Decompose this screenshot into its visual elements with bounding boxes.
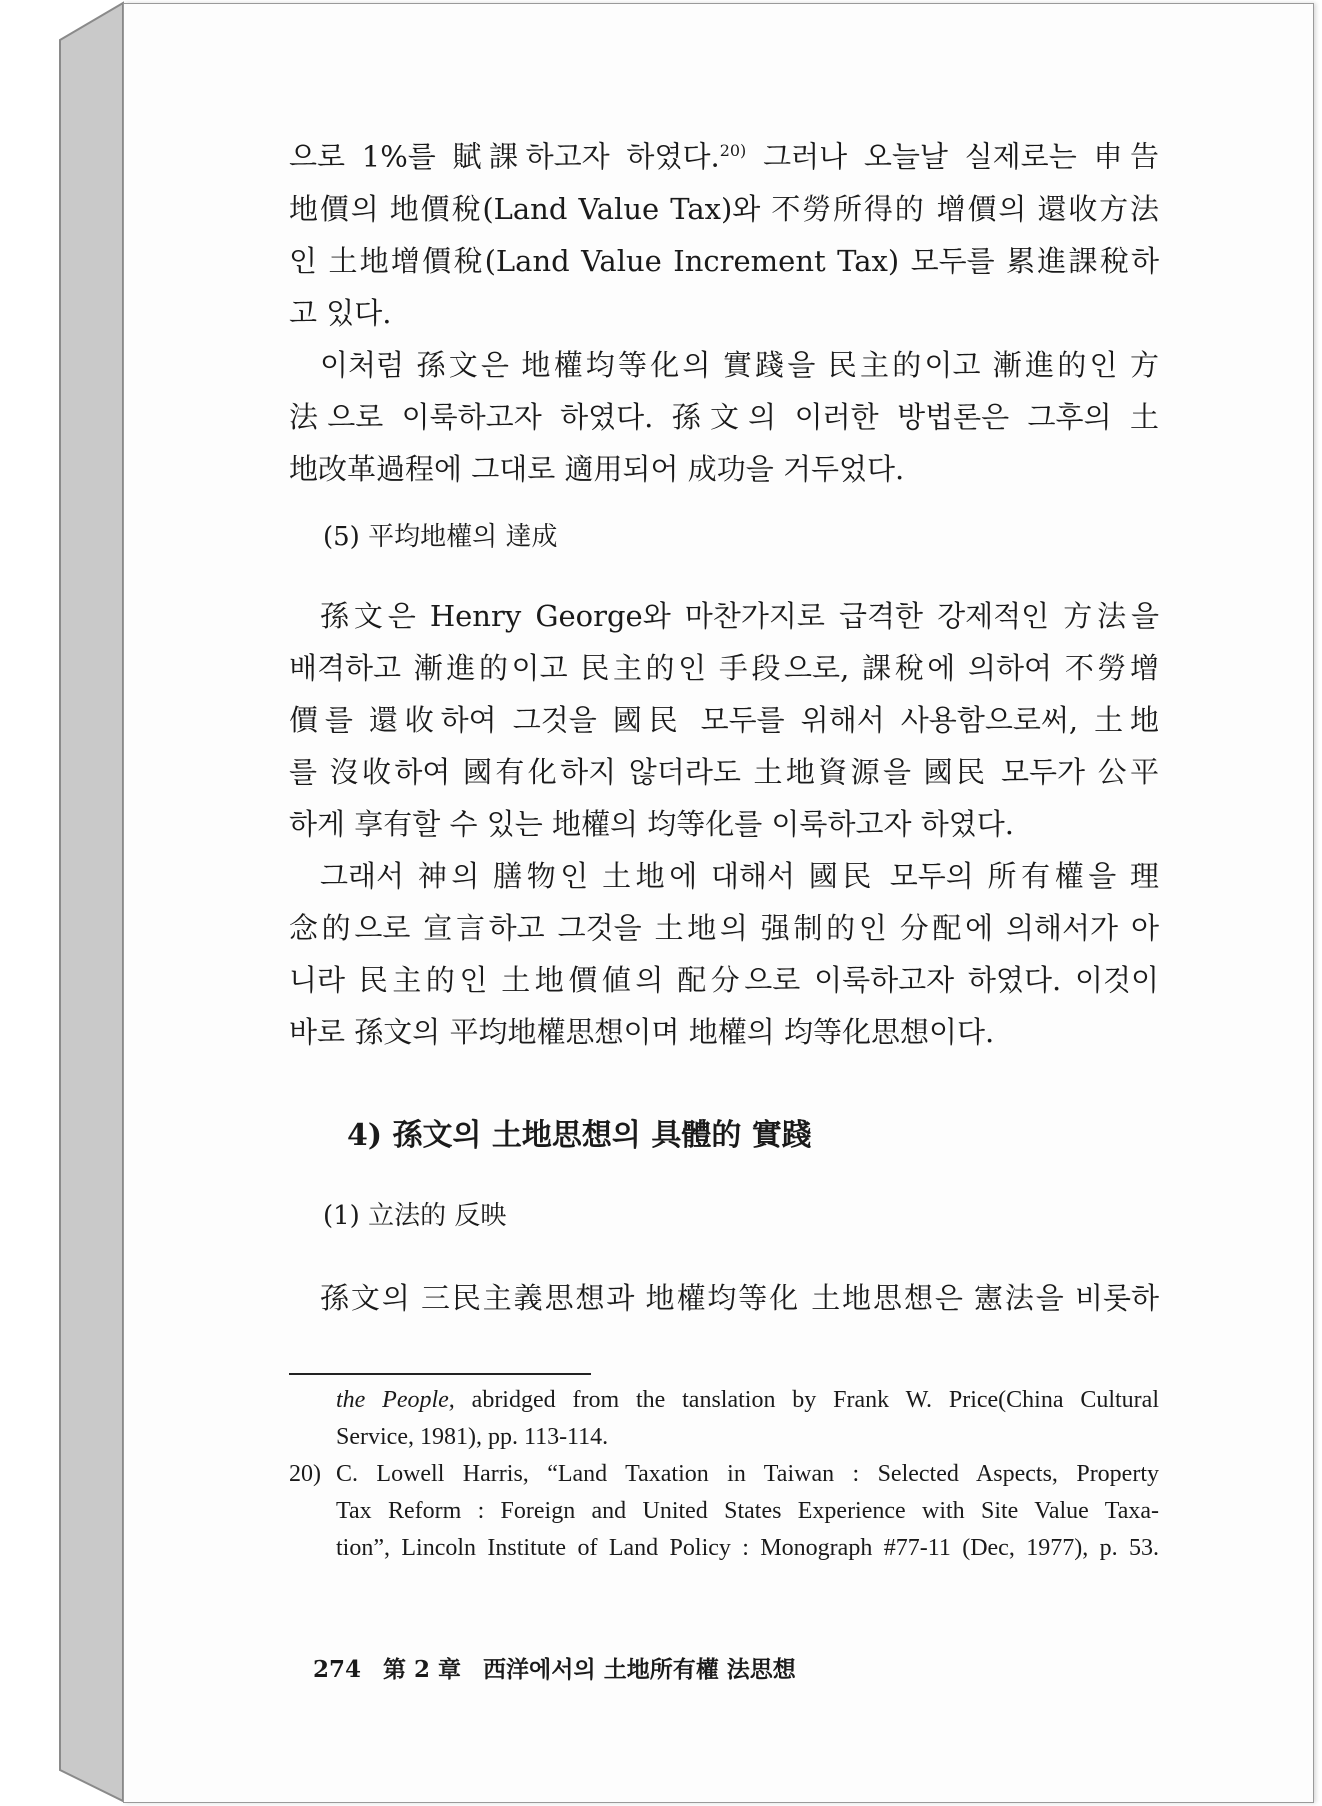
paragraph-4-line-1: 그래서 神의 膳物인 土地에 대해서 國民 모두의 所有權을 理: [320, 859, 1159, 893]
footnote-continued-line-1: [289, 1382, 1159, 1419]
body-text-top: [289, 125, 1159, 495]
section-heading-1: (1) 立法的 反映: [323, 1201, 507, 1231]
body-text-middle: [289, 590, 1159, 1058]
footnotes: [289, 1382, 1159, 1567]
paragraph-2-line-3: 地改革過程에 그대로 適用되어 成功을 거두었다.: [289, 451, 905, 486]
paragraph-3-line-5: 하게 享有할 수 있는 地權의 均等化를 이룩하고자 하였다.: [289, 807, 1014, 841]
footnote-20-line-1: C. Lowell Harris, “Land Taxation in Taiwan : Selected Aspects, Property: [336, 1461, 1159, 1487]
paragraph-4-line-4: 바로 孫文의 平均地權思想이며 地權의 均等化思想이다.: [289, 1015, 995, 1049]
paragraph-3-line-2: 배격하고 漸進的이고 民主的인 手段으로, 課稅에 의하여 不勞增: [289, 651, 1159, 685]
paragraph-1-line-3: 인 土地增價稅(Land Value Increment Tax) 모두를 累進課稅하: [289, 243, 1159, 278]
section-heading-5: (5) 平均地權의 達成: [323, 522, 558, 552]
footnote-italic-title: the People,: [336, 1387, 455, 1413]
footnote-rule: [289, 1373, 591, 1375]
chapter-title: 西洋에서의 土地所有權 法思想: [483, 1656, 796, 1683]
footnote-20: [289, 1456, 1159, 1493]
page-number: 274: [313, 1656, 362, 1683]
chapter-label: 第 2 章: [383, 1656, 462, 1683]
paragraph-4-line-3: 니라 民主的인 土地價値의 配分으로 이룩하고자 하였다. 이것이: [289, 963, 1159, 997]
paragraph-3-line-4: 를 沒收하여 國有化하지 않더라도 土地資源을 國民 모두가 公平: [289, 755, 1159, 789]
paragraph-1-line-4: 고 있다.: [289, 295, 392, 330]
footnote-20-number: 20): [289, 1461, 321, 1487]
paragraph-3-line-3: 價를 還收하여 그것을 國民 모두를 위해서 사용함으로써, 土地: [289, 703, 1159, 737]
paragraph-5-line-1: 孫文의 三民主義思想과 地權均等化 土地思想은 憲法을 비롯하: [320, 1281, 1159, 1315]
paragraph-1-line-1: [289, 125, 1159, 183]
paragraph-4-line-2: 念的으로 宣言하고 그것을 土地의 强制的인 分配에 의해서가 아: [289, 911, 1159, 945]
section-heading-4: 4) 孫文의 土地思想의 具體的 實踐: [347, 1118, 812, 1153]
footnote-20-line-3: tion”, Lincoln Institute of Land Policy : Monograph #77-11 (Dec, 1977), p. 53.: [336, 1535, 1159, 1561]
paragraph-2-line-2: 法으로 이룩하고자 하였다. 孫文의 이러한 방법론은 그후의 土: [289, 399, 1159, 434]
running-footer: [313, 1652, 818, 1688]
paragraph-1-line-2: 地價의 地價稅(Land Value Tax)와 不勞所得的 增價의 還收方法: [289, 191, 1159, 226]
paragraph-1-line-1-cont: 그러나 오늘날 실제로는 申告: [763, 139, 1160, 174]
paragraph-3-line-1: 孫文은 Henry George와 마찬가지로 급격한 강제적인 方法을: [320, 599, 1159, 633]
footnote-20-line-2: Tax Reform : Foreign and United States Experience with Site Value Taxa-: [336, 1498, 1159, 1524]
paragraph-2-line-1: 이처럼 孫文은 地權均等化의 實踐을 民主的이고 漸進的인 方: [320, 347, 1159, 382]
footnote-continued-text: abridged from the tanslation by Frank W. Price(China Cultural: [454, 1387, 1159, 1413]
paragraph-1-line-1-text: 으로 1%를 賦課하고자 하였다.: [289, 139, 720, 174]
body-text-bottom: [289, 1272, 1159, 1324]
footnote-continued-line-2: Service, 1981), pp. 113-114.: [336, 1424, 609, 1450]
footnote-ref-20: 20): [719, 141, 747, 160]
